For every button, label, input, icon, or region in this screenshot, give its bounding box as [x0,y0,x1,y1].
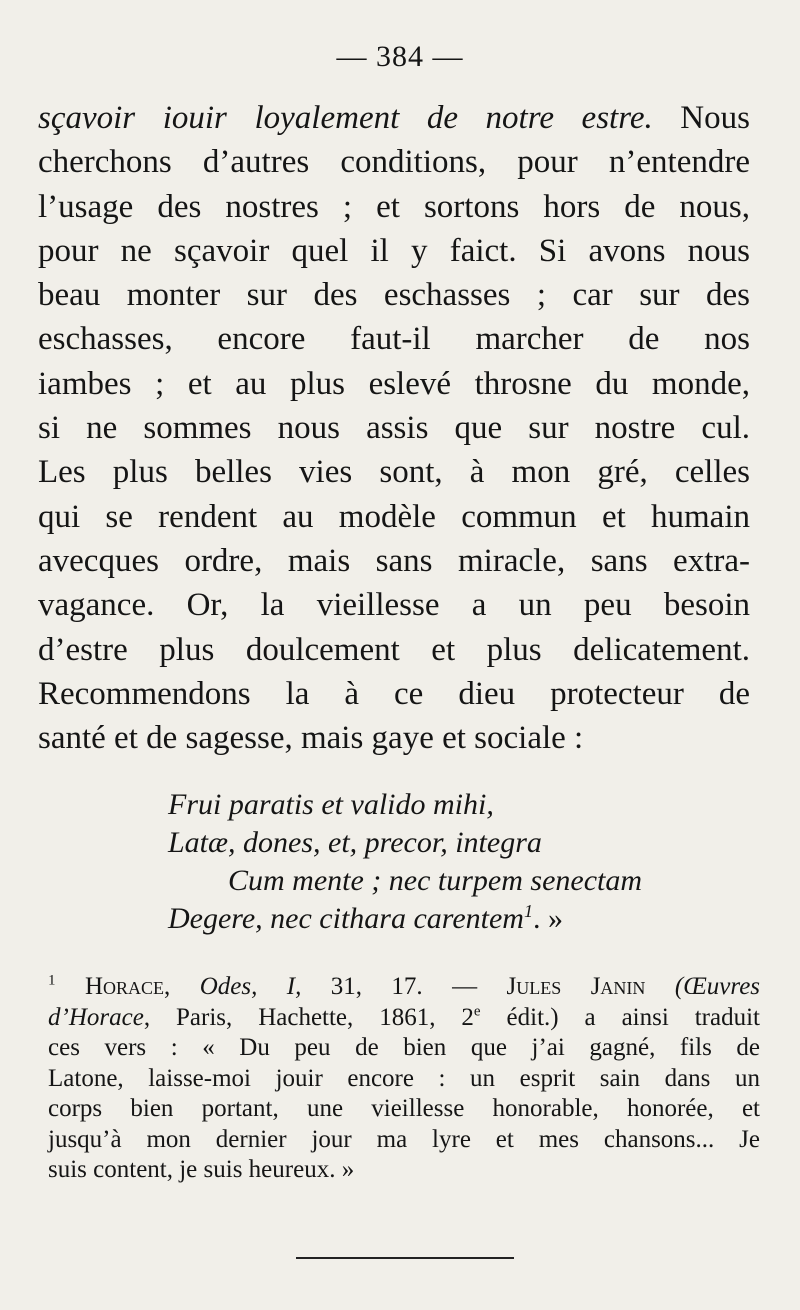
body-line: d’estre plus doulcement et plus delicatement. [38,631,750,668]
footnote-line: suis content, je suis heureux. » [48,1156,355,1183]
footnote-ref-italic: Odes, I, [199,973,302,1000]
footnote-oeuvres: (Œuvres [674,973,761,1000]
body-line: qui se rendent au modèle commun et humain [38,498,750,535]
verse-line-3: Cum mente ; nec turpem senectam [228,864,643,897]
footnote-line-1: $^1$ Horace, Odes, I, 31, 17. — Jules Janin (Œuvres [48,972,761,1000]
body-line: iambes ; et au plus eslevé throsne du monde, [38,365,750,402]
body-line: cherchons d’autres conditions, pour n’entendre [38,144,750,181]
footnote-line-2 [48,1003,760,1034]
body-line: vagance. Or, la vieillesse a un peu besoin [38,587,750,624]
body-line: avecques ordre, mais sans miracle, sans extra- [38,542,750,579]
body-line: beau monter sur des eschasses ; car sur des [38,277,750,314]
footnote-reference-mark: 1 [523,901,533,921]
footnote-author: Horace [84,973,164,1000]
footnote [48,972,760,1186]
main-paragraph [38,96,750,760]
footnote-line: jusqu’à mon dernier jour ma lyre et mes chansons... Je [48,1125,760,1153]
verse-line-4-end: . » [532,902,563,935]
verse-line-2: Latæ, dones, et, precor, integra [168,826,542,859]
footnote-line: ces vers : « Du peu de bien que j’ai gagné, fils de [48,1034,760,1061]
body-line: Les plus belles vies sont, à mon gré, celles [38,454,750,491]
end-rule-divider [296,1257,514,1259]
body-line: pour ne sçavoir quel il y faict. Si avons nous [38,232,750,269]
body-line: santé et de sagesse, mais gaye et sociale : [38,720,584,757]
footnote-line-2-rest: , Paris, Hachette, 1861, 2 [143,1003,474,1031]
footnote-line-2-end: édit.) a ainsi traduit [480,1003,760,1031]
footnote-translator: Jules Janin [506,973,646,1000]
footnote-line: Latone, laisse-moi jouir encore : un esprit sain dans un [48,1064,760,1092]
footnote-mark: 1 [48,972,56,989]
body-line: si ne sommes nous assis que sur nostre cul. [38,410,750,447]
body-line-1 [38,96,750,140]
footnote-ref-rest: 31, 17. — [301,973,507,1000]
body-line-1-italic: sçavoir iouir loyalement de notre estre. [38,100,653,136]
verse-line-4 [168,900,563,937]
body-line: eschasses, encore faut-il marcher de nos [38,321,750,358]
body-line: Recommendons la à ce dieu protecteur de [38,675,750,712]
verse-line-1: Frui paratis et valido mihi, [168,788,494,821]
body-line: l’usage des nostres ; et sortons hors de nous, [38,188,750,225]
page-number: — 384 — [336,40,464,73]
body-line-1-roman: Nous [652,100,750,136]
footnote-line: corps bien portant, une vieillesse honorable, honorée, et [48,1095,760,1122]
edition-superscript: e [473,1003,481,1020]
verse-line-4-text: Degere, nec cithara carentem [168,902,524,935]
footnote-line-2-italic: d’Horace [48,1003,144,1031]
